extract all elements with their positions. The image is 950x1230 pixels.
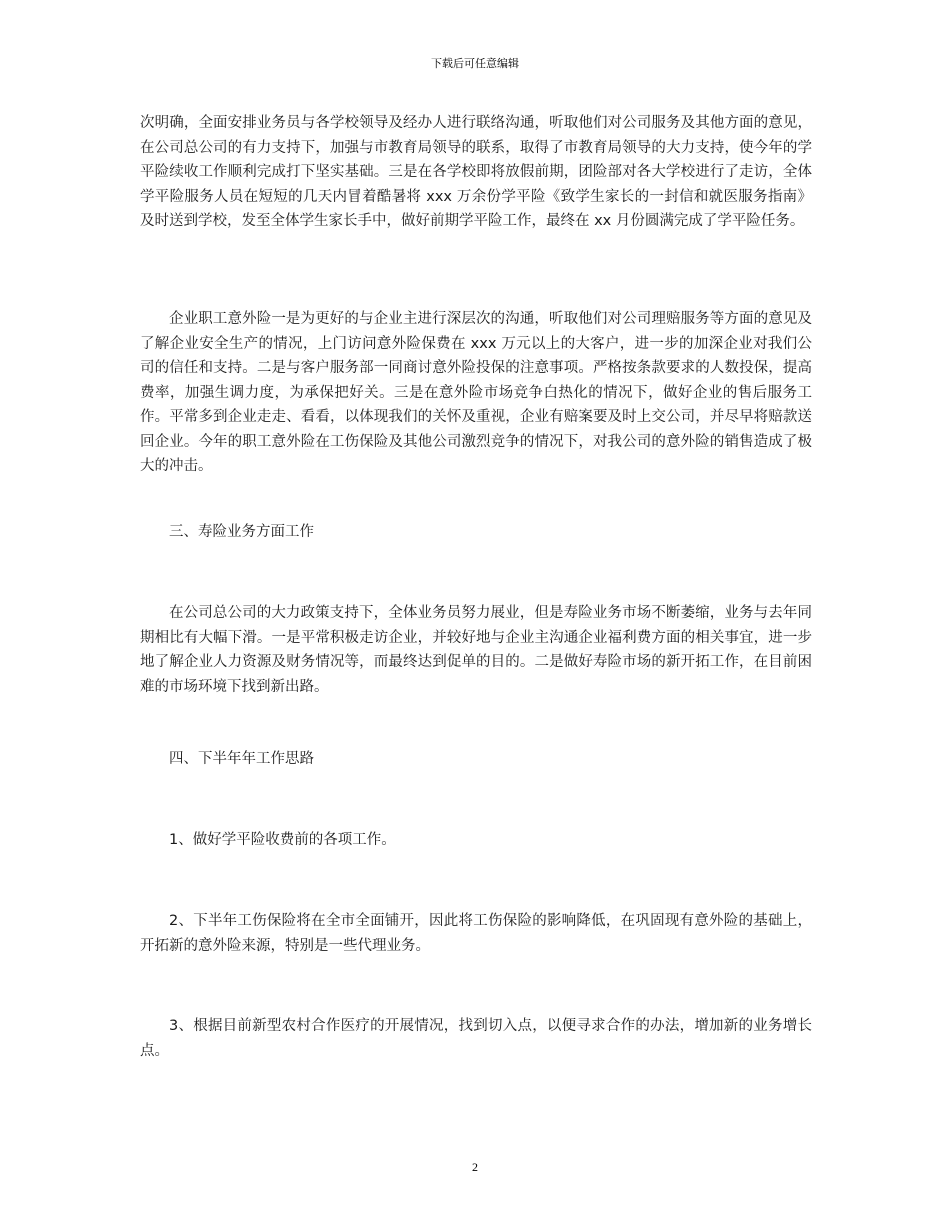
page-number: 2 — [472, 1160, 478, 1174]
section-heading-second-half-plan: 四、下半年年工作思路 — [169, 751, 314, 767]
page-header: 下载后可任意编辑 — [431, 57, 519, 70]
paragraph-life-insurance: 在公司总公司的大力政策支持下，全体业务员努力展业，但是寿险业务市场不断萎缩，业务与去年同期相比有大幅下滑。一是平常积极走访企业，并较好地与企业主沟通企业福利费方面的相关事宜，进一步地了解企业人力资源及财务情况等，而最终达到促单的目的。二是做好寿险市场的新开拓工作，在目前困难的市场环境下找到新出路。 — [140, 605, 812, 695]
paragraph-employee-accident-insurance: 企业职工意外险一是为更好的与企业主进行深层次的沟通，听取他们对公司理赔服务等方面的意见及了解企业安全生产的情况，上门访问意外险保费在 xxx 万元以上的大客户，进一步的加深企业对我们公司的信任和支持。二是与客户服务部一同商讨意外险投保的注意事项。严格按条款要求的人数投保，提高费率，加强生调力度，为承保把好关。三是在意外险市场竞争白热化的情况下，做好企业的售后服务工作。平常多到企业走走、看看，以体现我们的关怀及重视，企业有赔案要及时上交公司，并尽早将赔款送回企业。今年的职工意外险在工伤保险及其他公司激烈竞争的情况下，对我公司的意外险的销售造成了极大的冲击。 — [140, 311, 812, 474]
paragraph-student-insurance-continued: 次明确，全面安排业务员与各学校领导及经办人进行联络沟通，听取他们对公司服务及其他方面的意见，在公司总公司的有力支持下，加强与市教育局领导的联系，取得了市教育局领导的大力支持，使今年的学平险续收工作顺利完成打下坚实基础。三是在各学校即将放假前期，团险部对各大学校进行了走访，全体学平险服务人员在短短的几天内冒着酷暑将 xxx 万余份学平险《致学生家长的一封信和就医服务指南》及时送到学校，发至全体学生家长手中，做好前期学平险工作，最终在 xx 月份圆满完成了学平险任务。 — [140, 115, 812, 229]
list-item-plan-2: 2、下半年工伤保险将在全市全面铺开，因此将工伤保险的影响降低，在巩固现有意外险的基础上，开拓新的意外险来源，特别是一些代理业务。 — [140, 913, 812, 954]
list-item-plan-3: 3、根据目前新型农村合作医疗的开展情况，找到切入点，以便寻求合作的办法，增加新的业务增长点。 — [140, 1018, 812, 1059]
list-item-plan-1: 1、做好学平险收费前的各项工作。 — [169, 832, 396, 848]
section-heading-life-insurance: 三、寿险业务方面工作 — [169, 524, 314, 540]
